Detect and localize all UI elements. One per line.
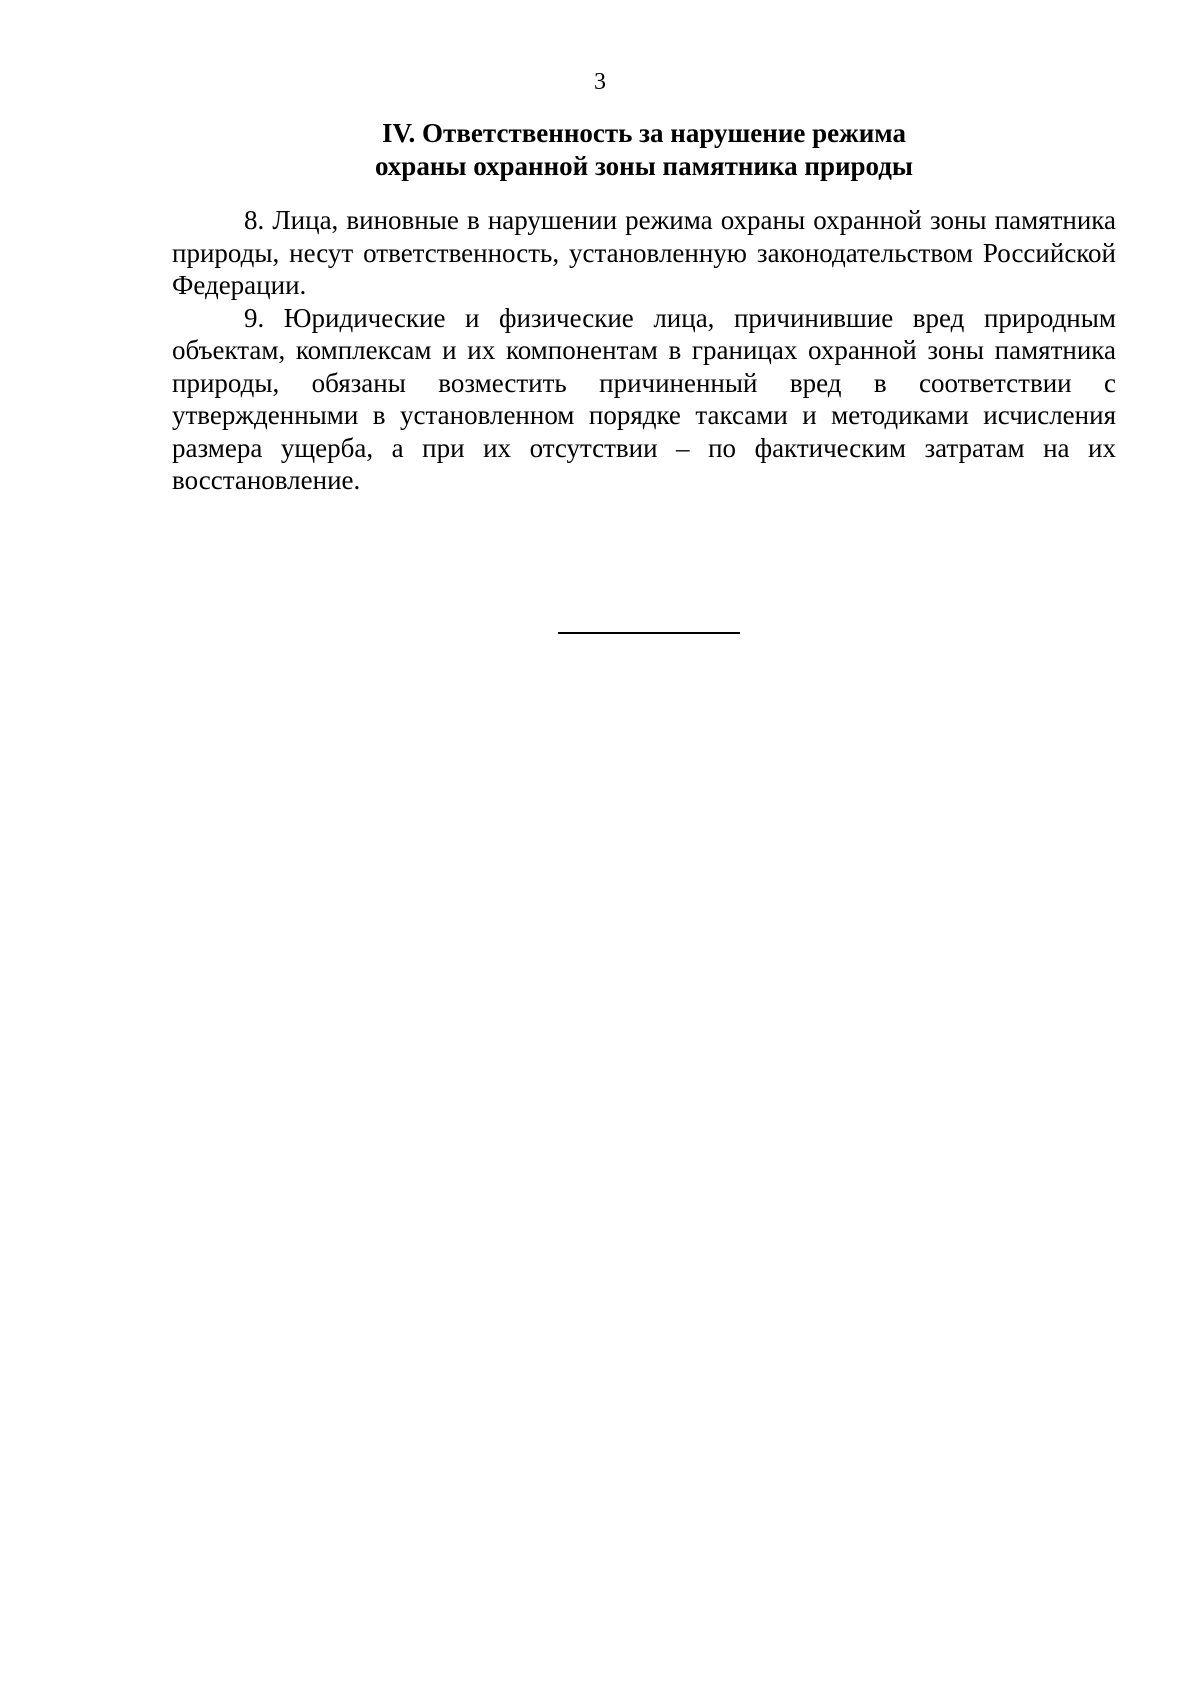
- section-heading: [172, 117, 1116, 183]
- paragraph-9: 9. Юридические и физические лица, причинившие вред природным объектам, комплексам и их компонентам в границах охранной зоны памятника природы, обязаны возместить причиненный вред в соответствии с утвержденными в установленном порядке таксами и методиками исчисления размера ущерба, а при их отсутствии – по фактическим затратам на их восстановление.: [172, 302, 1116, 495]
- paragraph-8: 8. Лица, виновные в нарушении режима охраны охранной зоны памятника природы, несут ответственность, установленную законодательством Российской Федерации.: [172, 205, 1116, 300]
- section-heading-line-2: охраны охранной зоны памятника природы: [374, 151, 913, 181]
- page-number: 3: [594, 69, 606, 95]
- end-divider-line: [558, 632, 740, 634]
- document-body: [172, 204, 1116, 497]
- section-heading-line-1: IV. Ответственность за нарушение режима: [382, 118, 906, 148]
